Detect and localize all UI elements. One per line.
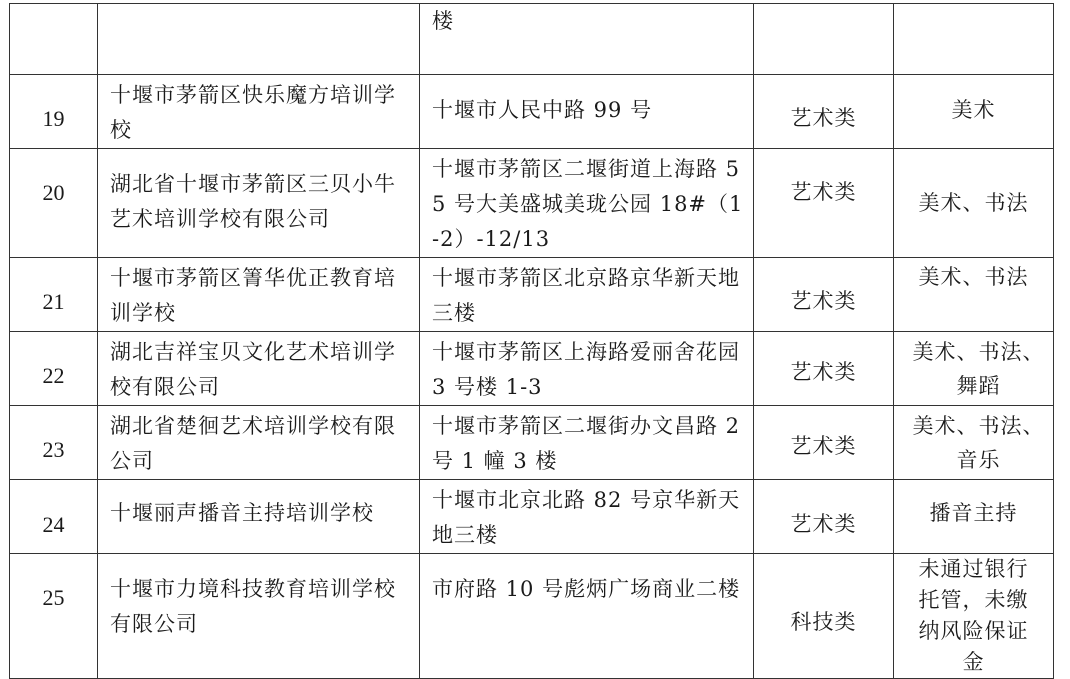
table-row: [10, 554, 1054, 679]
training-scope: 美术、书法、音乐: [894, 406, 1054, 480]
row-number: 25: [10, 554, 98, 679]
training-scope: 播音主持: [894, 480, 1054, 554]
table-row: [10, 406, 1054, 480]
school-category: [754, 4, 894, 75]
school-name: 十堰市茅箭区快乐魔方培训学校: [98, 75, 420, 149]
school-name: 湖北省十堰市茅箭区三贝小牛艺术培训学校有限公司: [98, 149, 420, 258]
school-address: 十堰市茅箭区北京路京华新天地三楼: [420, 258, 754, 332]
training-scope: 未通过银行托管，未缴纳风险保证金: [894, 554, 1054, 679]
school-address: 楼: [420, 4, 754, 75]
training-scope: [894, 4, 1054, 75]
row-number: 24: [10, 480, 98, 554]
table-row: [10, 480, 1054, 554]
row-number: 20: [10, 149, 98, 258]
school-address: 十堰市北京北路 82 号京华新天地三楼: [420, 480, 754, 554]
school-address: 市府路 10 号彪炳广场商业二楼: [420, 554, 754, 679]
school-address: 十堰市人民中路 99 号: [420, 75, 754, 149]
school-category: 艺术类: [754, 149, 894, 258]
row-number: 21: [10, 258, 98, 332]
school-name: 十堰市力境科技教育培训学校有限公司: [98, 554, 420, 679]
school-category: 科技类: [754, 554, 894, 679]
school-category: 艺术类: [754, 75, 894, 149]
table-row: [10, 75, 1054, 149]
table-row: [10, 4, 1054, 75]
school-name: 十堰丽声播音主持培训学校: [98, 480, 420, 554]
row-number: 22: [10, 332, 98, 406]
training-scope: 美术、书法: [894, 149, 1054, 258]
table-row: [10, 258, 1054, 332]
school-name: 湖北吉祥宝贝文化艺术培训学校有限公司: [98, 332, 420, 406]
row-number: 19: [10, 75, 98, 149]
training-scope: 美术、书法、舞蹈: [894, 332, 1054, 406]
school-name: [98, 4, 420, 75]
table-row: [10, 332, 1054, 406]
school-category: 艺术类: [754, 480, 894, 554]
school-list-table: [9, 3, 1054, 679]
table-row: [10, 149, 1054, 258]
school-name: 湖北省楚徊艺术培训学校有限公司: [98, 406, 420, 480]
school-category: 艺术类: [754, 258, 894, 332]
school-address: 十堰市茅箭区上海路爱丽舍花园 3 号楼 1-3: [420, 332, 754, 406]
school-category: 艺术类: [754, 332, 894, 406]
training-scope: 美术: [894, 75, 1054, 149]
school-address: 十堰市茅箭区二堰街道上海路 55 号大美盛城美珑公园 18#（1-2）-12/13: [420, 149, 754, 258]
row-number: 23: [10, 406, 98, 480]
school-category: 艺术类: [754, 406, 894, 480]
training-scope: 美术、书法: [894, 258, 1054, 332]
school-address: 十堰市茅箭区二堰街办文昌路 2 号 1 幢 3 楼: [420, 406, 754, 480]
school-name: 十堰市茅箭区箐华优正教育培训学校: [98, 258, 420, 332]
row-number: [10, 4, 98, 75]
